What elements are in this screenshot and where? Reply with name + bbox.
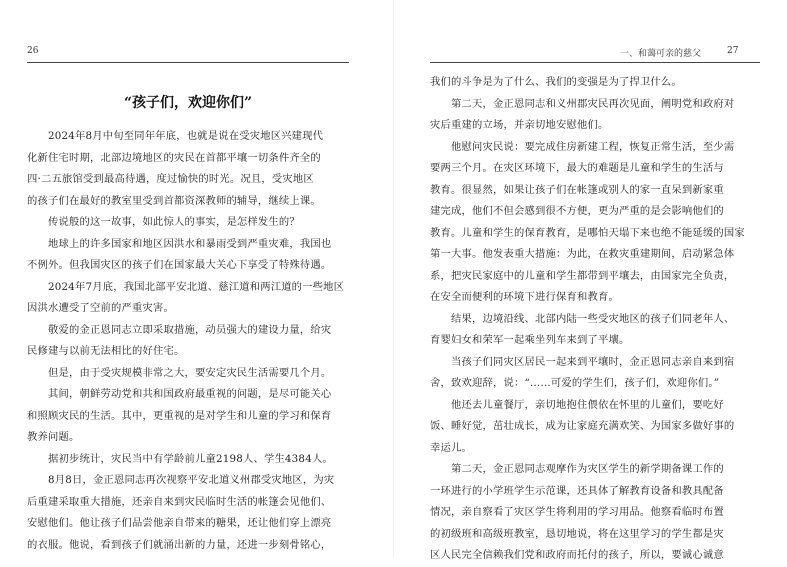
- left-page: [0, 0, 393, 558]
- left-page-number: 26: [27, 46, 39, 56]
- text-line: 的初级班和高级班教室，恳切地说，将在这里学习的学生都是灾: [430, 527, 724, 540]
- text-line: 教育。很显然，如果让孩子们在帐篷或别人的家一直呆到新家重: [430, 183, 724, 196]
- text-line: 的衣服。他说，看到孩子们就涌出新的力量，还进一步刻骨铭心，: [27, 538, 332, 551]
- text-line: 灾后重建的立场，并亲切地安慰他们。: [430, 119, 609, 131]
- text-line: 区人民完全信赖我们党和政府而托付的孩子，所以，要诚心诚意: [430, 549, 724, 561]
- text-line: 系，把灾民家庭中的儿童和学生都带到平壤去，由国家完全负责，: [430, 269, 735, 282]
- right-body-text: [430, 72, 745, 567]
- right-page: [394, 0, 787, 561]
- text-line: 一环进行的小学班学生示范课，还具体了解教育设备和教具配备: [430, 484, 724, 497]
- text-line: 育婴妇女和荣军一起乘坐列车来到了平壤。: [430, 334, 630, 346]
- text-line: 四·二五旅馆受到最高待遇，度过愉快的时光。况且，受灾地区: [27, 173, 314, 185]
- text-line: 2024年8月中旬至同年年底，也就是说在受灾地区兴建现代: [27, 130, 324, 142]
- text-line: 安慰他们。他让孩子们品尝他亲自带来的糖果，还让他们穿上漂亮: [27, 517, 332, 529]
- text-line: 第二天，金正恩同志和义州郡灾民再次见面，阐明党和政府对: [430, 97, 735, 110]
- text-line: 8月8日，金正恩同志再次视察平安北道义州郡受灾地区，为灾: [27, 474, 335, 486]
- left-body-text: [27, 126, 344, 556]
- text-line: 他还去儿童餐厅，亲切地抱住偎依在怀里的儿童们，要吃好: [430, 398, 724, 411]
- text-line: 当孩子们同灾区居民一起来到平壤时，金正恩同志亲自来到宿: [430, 355, 735, 368]
- text-line: 地球上的许多国家和地区因洪水和暴雨受到严重灾难，我国也: [27, 237, 332, 250]
- text-line: 但是，由于受灾规模非常之大，要安定灾民生活需要几个月。: [27, 366, 332, 379]
- text-line: 第一大事。他发表重大措施：为此，在救灾重建期间，启动紧急体: [430, 248, 735, 260]
- text-line: 我们的斗争是为了什么、我们的变强是为了捍卫什么。: [430, 76, 682, 88]
- text-line: 情况，亲自察看了灾区学生将利用的学习用品。他察看临时布置: [430, 506, 724, 518]
- text-line: 结果，边境沿线、北部内陆一些受灾地区的孩子们同老年人、: [430, 312, 735, 325]
- text-line: 建完成，他们不但会感到很不方便，更为严重的是会影响他们的: [430, 205, 724, 217]
- text-line: 舍，致欢迎辞，说：“……可爱的学生们，孩子们，欢迎你们。”: [430, 377, 720, 389]
- right-header-rule: [430, 62, 760, 63]
- text-line: 要两三个月。在灾区环境下，最大的难题是儿童和学生的生活与: [430, 162, 724, 174]
- left-header-rule: [27, 62, 349, 63]
- text-line: 第二天，金正恩同志观摩作为灾区学生的新学期备课工作的: [430, 463, 724, 475]
- right-page-number: 27: [727, 46, 739, 56]
- running-header: 一、和蔼可亲的慈父: [620, 49, 702, 59]
- text-line: 据初步统计，灾民当中有学龄前儿童2198人、学生4384人。: [27, 452, 333, 465]
- text-line: 化新住宅时期，北部边境地区的灾民在首都平壤一切条件齐全的: [27, 151, 321, 164]
- text-line: 后重建采取重大措施，还亲自来到灾民临时生活的帐篷会见他们、: [27, 495, 332, 508]
- text-line: 的孩子们在最好的教室里受到首都资深教师的辅导，继续上课。: [27, 194, 321, 207]
- text-line: 2024年7月底，我国北部平安北道、慈江道和两江道的一些地区: [27, 280, 345, 293]
- text-line: 和照顾灾民的生活。其中，更重视的是对学生和儿童的学习和保育: [27, 409, 332, 422]
- text-line: 民修建与以前无法相比的好住宅。: [27, 345, 185, 357]
- text-line: 教育。儿童和学生的保育教育，是哪怕天塌下来也绝不能延缓的国家: [430, 226, 745, 239]
- text-line: 饭、睡好觉，茁壮成长，成为让家庭充满欢笑、为国家多做好事的: [430, 420, 735, 432]
- text-line: 传说般的这一故事，如此惊人的事实，是怎样发生的？: [27, 216, 300, 228]
- text-line: 在安全而便利的环境下进行保育和教育。: [430, 291, 619, 303]
- text-line: 因洪水遭受了空前的严重灾害。: [27, 302, 174, 314]
- chapter-title: “孩子们，欢迎你们”: [123, 95, 253, 111]
- text-line: 其间，朝鲜劳动党和共和国政府最重视的问题，是尽可能关心: [27, 388, 332, 400]
- text-line: 不例外。但我国灾区的孩子们在国家最大关心下享受了特殊待遇。: [27, 259, 332, 271]
- text-line: 他慰问灾民说：要完成住房新建工程，恢复正常生活，至少需: [430, 140, 735, 153]
- text-line: 教养问题。: [27, 431, 80, 443]
- text-line: 敬爱的金正恩同志立即采取措施，动员强大的建设力量，给灾: [27, 323, 332, 336]
- text-line: 幸运儿。: [430, 441, 472, 454]
